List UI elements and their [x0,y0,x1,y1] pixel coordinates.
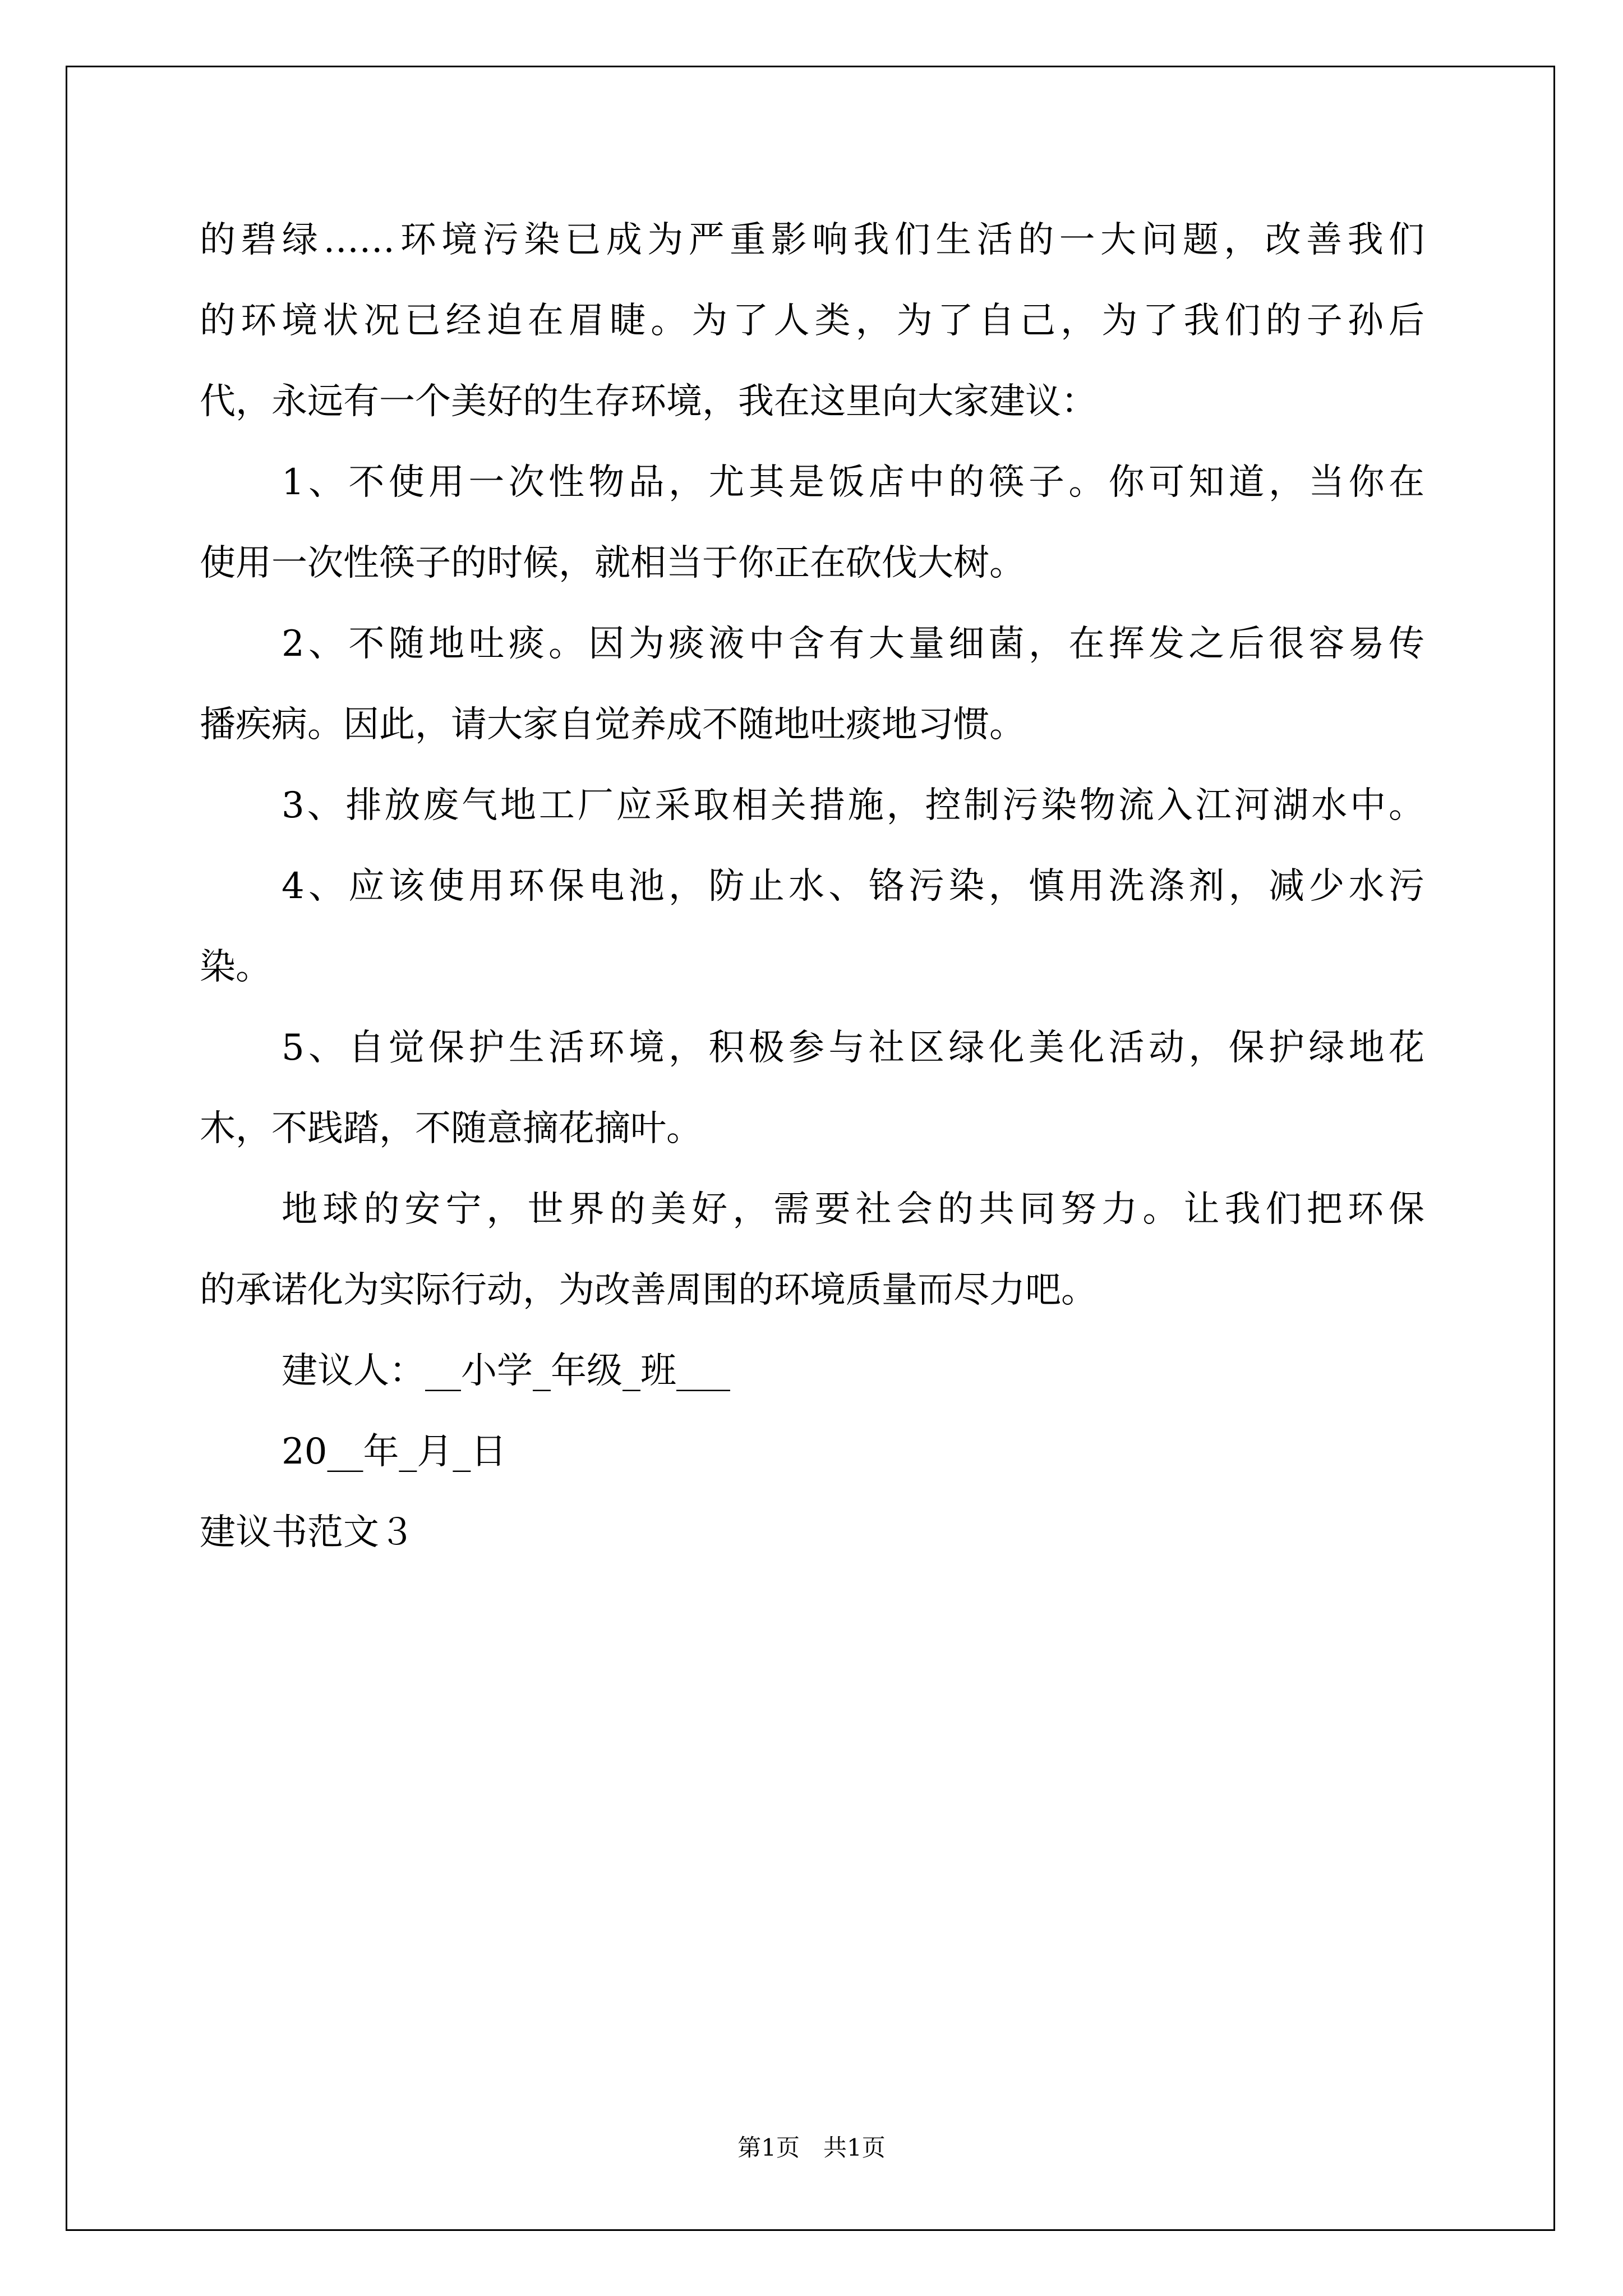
text-line-1: 的碧绿……环境污染已成为严重影响我们生活的一大问题，改善我们 [200,219,1424,261]
text-line-3: 代，永远有一个美好的生存环境，我在这里向大家建议： [200,381,1097,422]
suggestion-4-line-2: 染。 [200,946,271,988]
closing-line-2: 的承诺化为实际行动，为改善周围的环境质量而尽力吧。 [200,1269,1097,1311]
suggestion-2-line-2: 播疾病。因此，请大家自觉养成不随地吐痰地习惯。 [200,704,1025,746]
suggestion-1-line-1: 1、不使用一次性物品，尤其是饭店中的筷子。你可知道，当你在 [282,462,1424,503]
page-footer: 第1页 共1页 [737,2134,886,2161]
suggestion-4-line-1: 4、应该使用环保电池，防止水、铬污染，慎用洗涤剂，减少水污 [282,866,1424,907]
suggestion-1-line-2: 使用一次性筷子的时候，就相当于你正在砍伐大树。 [200,542,1025,584]
section-heading: 建议书范文３ [200,1512,415,1553]
closing-line-1: 地球的安宁，世界的美好，需要社会的共同努力。让我们把环保 [282,1189,1424,1230]
date-line: 20__年_月_日 [282,1431,507,1473]
suggestion-5-line-1: 5、自觉保护生活环境，积极参与社区绿化美化活动，保护绿地花 [282,1027,1424,1069]
text-line-2: 的环境状况已经迫在眉睫。为了人类，为了自己，为了我们的子孙后 [200,300,1424,342]
suggestion-5-line-2: 木，不践踏，不随意摘花摘叶。 [200,1108,702,1149]
suggestion-2-line-1: 2、不随地吐痰。因为痰液中含有大量细菌，在挥发之后很容易传 [282,623,1424,665]
suggestion-3: 3、排放废气地工厂应采取相关措施，控制污染物流入江河湖水中。 [282,785,1424,826]
signature-line: 建议人：__小学_年级_班___ [282,1350,730,1392]
